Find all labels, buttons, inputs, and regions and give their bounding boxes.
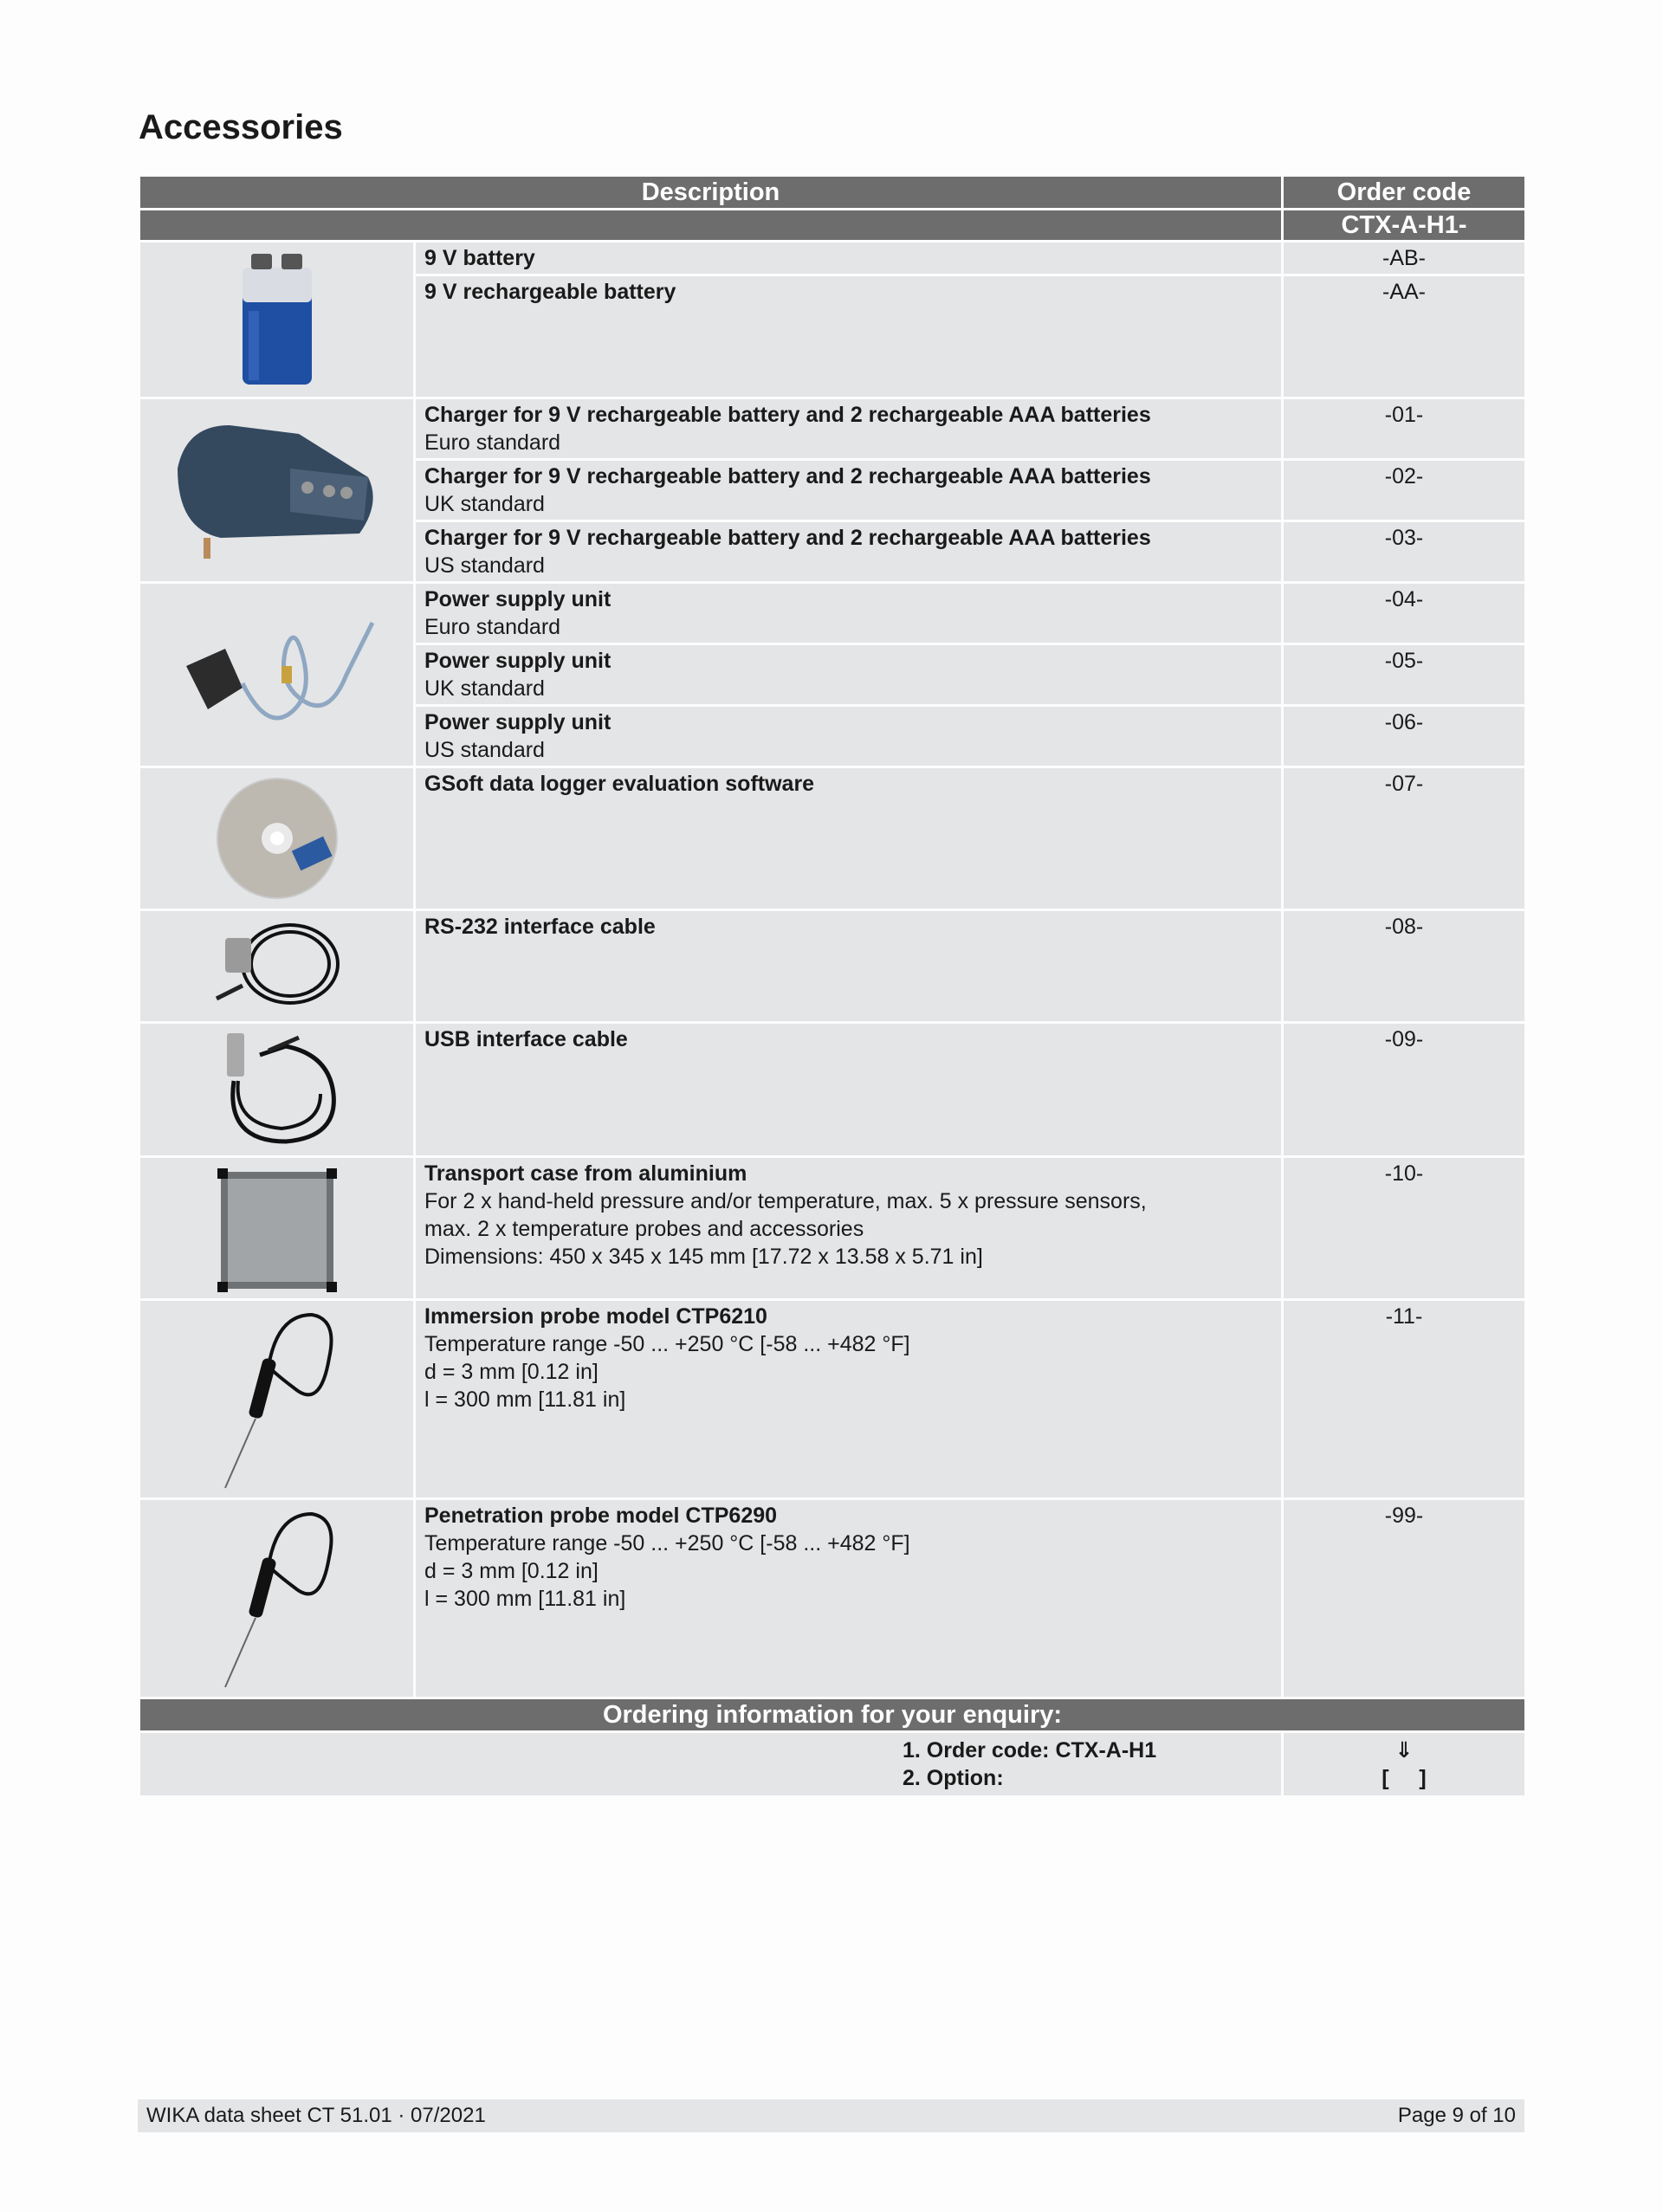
power-supply-image	[139, 583, 415, 767]
row-heading: GSoft data logger evaluation software	[424, 772, 815, 796]
footer	[138, 2099, 1524, 2132]
rs232-cable-image	[139, 910, 415, 1023]
charger-image	[139, 398, 415, 583]
row-description	[415, 521, 1283, 583]
row-detail: Temperature range -50 ... +250 °C [-58 ... +482 °F]	[424, 1332, 910, 1356]
row-description	[415, 644, 1283, 706]
ordering-row	[139, 1732, 1526, 1797]
row-detail: Euro standard	[424, 430, 561, 455]
column-header-description: Description	[139, 176, 1283, 210]
power-supply-icon	[173, 605, 381, 744]
row-detail: Temperature range -50 ... +250 °C [-58 ... +482 °F]	[424, 1531, 910, 1556]
row-detail: l = 300 mm [11.81 in]	[424, 1387, 626, 1412]
table-row	[139, 242, 1526, 275]
row-description	[415, 1157, 1283, 1300]
battery-image	[139, 242, 415, 398]
row-detail: l = 300 mm [11.81 in]	[424, 1587, 626, 1611]
table-row	[139, 1157, 1526, 1300]
row-heading: USB interface cable	[424, 1027, 628, 1051]
row-description	[415, 1499, 1283, 1698]
table-row	[139, 583, 1526, 644]
row-description	[415, 398, 1283, 460]
row-code: -04-	[1283, 583, 1526, 644]
probe-image	[139, 1300, 415, 1499]
row-heading: 9 V battery	[424, 246, 535, 270]
row-code: -07-	[1283, 767, 1526, 910]
row-description	[415, 767, 1283, 910]
ordering-line-1: 1. Order code: CTX-A-H1	[903, 1738, 1157, 1762]
case-image	[139, 1157, 415, 1300]
row-detail: US standard	[424, 738, 545, 762]
row-detail: UK standard	[424, 676, 545, 701]
row-description	[415, 910, 1283, 1023]
row-heading: Charger for 9 V rechargeable battery and 2 rechargeable AAA batteries	[424, 464, 1151, 488]
row-code: -05-	[1283, 644, 1526, 706]
table-subheader-row	[139, 210, 1526, 242]
row-heading: Penetration probe model CTP6290	[424, 1504, 778, 1528]
table-row	[139, 767, 1526, 910]
usb-cable-image	[139, 1023, 415, 1157]
table-row	[139, 398, 1526, 460]
row-description	[415, 460, 1283, 521]
row-detail: Dimensions: 450 x 345 x 145 mm [17.72 x 13.58 x 5.71 in]	[424, 1245, 983, 1269]
ordering-header: Ordering information for your enquiry:	[139, 1698, 1526, 1732]
row-detail: US standard	[424, 553, 545, 578]
cd-icon	[212, 773, 342, 903]
rs232-cable-icon	[208, 916, 346, 1016]
table-row	[139, 1300, 1526, 1499]
row-detail: d = 3 mm [0.12 in]	[424, 1360, 599, 1384]
charger-icon	[169, 417, 385, 564]
ordering-lines	[139, 1732, 1283, 1797]
table-row	[139, 1499, 1526, 1698]
probe-icon	[208, 1505, 346, 1691]
row-detail: max. 2 x temperature probes and accessories	[424, 1217, 864, 1241]
row-heading: Charger for 9 V rechargeable battery and 2 rechargeable AAA batteries	[424, 526, 1151, 550]
row-detail: For 2 x hand-held pressure and/or temperature, max. 5 x pressure sensors,	[424, 1189, 1147, 1213]
row-detail: Euro standard	[424, 615, 561, 639]
row-code: -11-	[1283, 1300, 1526, 1499]
battery-icon	[230, 250, 325, 389]
row-description	[415, 706, 1283, 767]
row-heading: Power supply unit	[424, 710, 611, 734]
accessories-table	[138, 174, 1527, 1798]
probe-icon	[208, 1306, 346, 1492]
row-heading: Power supply unit	[424, 649, 611, 673]
usb-cable-icon	[208, 1029, 346, 1150]
row-heading: 9 V rechargeable battery	[424, 280, 676, 304]
column-header-order-code: Order code	[1283, 176, 1526, 210]
row-description	[415, 1023, 1283, 1157]
row-description	[415, 242, 1283, 275]
row-detail: UK standard	[424, 492, 545, 516]
probe-image	[139, 1499, 415, 1698]
row-code: -AB-	[1283, 242, 1526, 275]
row-code: -AA-	[1283, 275, 1526, 398]
row-heading: RS-232 interface cable	[424, 915, 656, 939]
cd-image	[139, 767, 415, 910]
row-code: -06-	[1283, 706, 1526, 767]
down-arrow-icon: ⇓	[1394, 1738, 1414, 1762]
row-code: -02-	[1283, 460, 1526, 521]
table-row	[139, 1023, 1526, 1157]
row-code: -09-	[1283, 1023, 1526, 1157]
row-code: -01-	[1283, 398, 1526, 460]
row-heading: Transport case from aluminium	[424, 1161, 747, 1186]
row-code: -10-	[1283, 1157, 1526, 1300]
case-icon	[212, 1163, 342, 1293]
subheader-blank	[139, 210, 1283, 242]
row-description	[415, 583, 1283, 644]
row-description	[415, 1300, 1283, 1499]
row-code: -99-	[1283, 1499, 1526, 1698]
row-heading: Power supply unit	[424, 587, 611, 611]
ordering-line-2: 2. Option:	[903, 1766, 1004, 1790]
row-code: -03-	[1283, 521, 1526, 583]
row-detail: d = 3 mm [0.12 in]	[424, 1559, 599, 1583]
order-code-prefix: CTX-A-H1-	[1283, 210, 1526, 242]
table-header-row	[139, 176, 1526, 210]
row-heading: Charger for 9 V rechargeable battery and 2 rechargeable AAA batteries	[424, 403, 1151, 427]
table-row	[139, 910, 1526, 1023]
option-bracket: [ ]	[1382, 1766, 1427, 1790]
row-description	[415, 275, 1283, 398]
page-title: Accessories	[139, 108, 343, 146]
ordering-symbols	[1283, 1732, 1526, 1797]
ordering-header-row	[139, 1698, 1526, 1732]
row-code: -08-	[1283, 910, 1526, 1023]
footer-doc-id: WIKA data sheet CT 51.01 · 07/2021	[146, 2104, 486, 2127]
row-heading: Immersion probe model CTP6210	[424, 1304, 767, 1329]
footer-page-number: Page 9 of 10	[1397, 2104, 1516, 2127]
